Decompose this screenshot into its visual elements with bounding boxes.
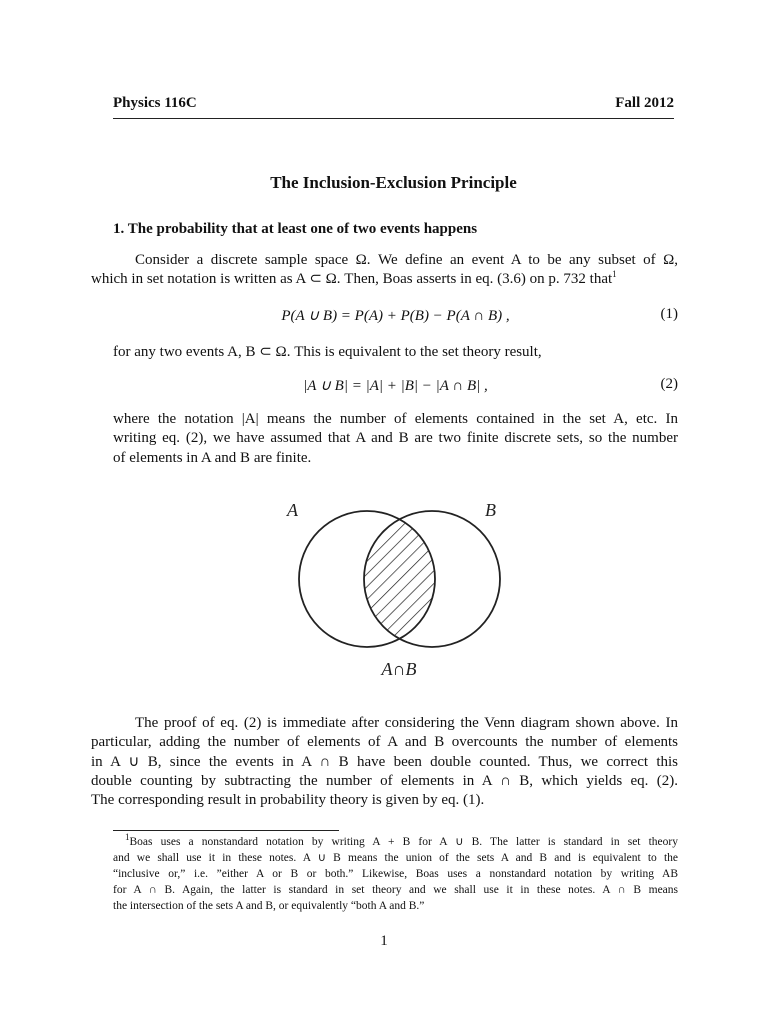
paragraph-line: where the notation |A| means the number of elements contained in the set A, etc. In [113, 411, 678, 427]
footnote-marker: 1 [612, 269, 617, 280]
paragraph-line: for any two events A, B ⊂ Ω. This is equivalent to the set theory result, [113, 344, 542, 360]
course-name: Physics 116C [113, 95, 197, 111]
paragraph-line: of elements in A and B are finite. [113, 449, 312, 466]
intersection-label: A∩B [381, 659, 417, 679]
paragraph-proof [91, 714, 678, 810]
paragraph-line: in A ∪ B, since the events in A ∩ B have been double counted. Thus, we correct this [91, 753, 678, 770]
paragraph-line: Consider a discrete sample space Ω. We define an event A to be any subset of Ω, [135, 252, 678, 268]
footnote-rule [113, 830, 339, 831]
footnote-number: 1 [125, 832, 130, 843]
page-number: 1 [380, 933, 388, 949]
page-header [113, 95, 674, 112]
venn-diagram [283, 492, 518, 687]
document-title: The Inclusion-Exclusion Principle [270, 173, 517, 192]
footnote-line: and we shall use it in these notes. A ∪ B means the union of the sets A and B and is equivalent to the [113, 852, 678, 864]
paragraph-line [91, 269, 678, 289]
footnote-line: for A ∩ B. Again, the latter is standard in set theory and we shall use it in these notes. A ∩ B means [113, 884, 678, 896]
paragraph-line: writing eq. (2), we have assumed that A and B are two finite discrete sets, so the number [113, 430, 678, 447]
paragraph-line: The proof of eq. (2) is immediate after considering the Venn diagram shown above. In [135, 715, 678, 731]
set-a-label: A [287, 500, 298, 520]
footnote [113, 834, 678, 914]
paragraph-line: double counting by subtracting the number of elements in A ∩ B, which yields eq. (2). [91, 772, 678, 789]
set-b-label: B [485, 500, 496, 520]
equation-1-number: (1) [660, 306, 678, 322]
equation-2-number: (2) [660, 376, 678, 392]
paragraph-line: particular, adding the number of elements of A and B overcounts the number of elements [91, 734, 678, 751]
footnote-line [113, 834, 678, 850]
paragraph-line: The corresponding result in probability theory is given by eq. (1). [91, 792, 485, 809]
equation-2-body: |A ∪ B| = |A| + |B| − |A ∩ B| , [303, 378, 488, 394]
equation-1-body: P(A ∪ B) = P(A) + P(B) − P(A ∩ B) , [281, 308, 510, 324]
section-heading: 1. The probability that at least one of two events happens [113, 221, 478, 237]
footnote-line-text: Boas uses a nonstandard notation by writing A + B for A ∪ B. The latter is standard in set theory [129, 836, 678, 848]
footnote-line: the intersection of the sets A and B, or equivalently “both A and B.” [113, 900, 425, 912]
footnote-line: “inclusive or,” i.e. ”either A or B or both.” Likewise, Boas uses a nonstandard notation by writing AB [113, 868, 678, 880]
paragraph-intro [91, 251, 678, 290]
header-rule [113, 118, 674, 119]
term: Fall 2012 [615, 95, 674, 111]
paragraph-notation [113, 410, 678, 468]
paragraph-line-text: which in set notation is written as A ⊂ Ω. Then, Boas asserts in eq. (3.6) on p. 732 that [91, 271, 613, 288]
paragraph-equivalence [113, 343, 678, 362]
